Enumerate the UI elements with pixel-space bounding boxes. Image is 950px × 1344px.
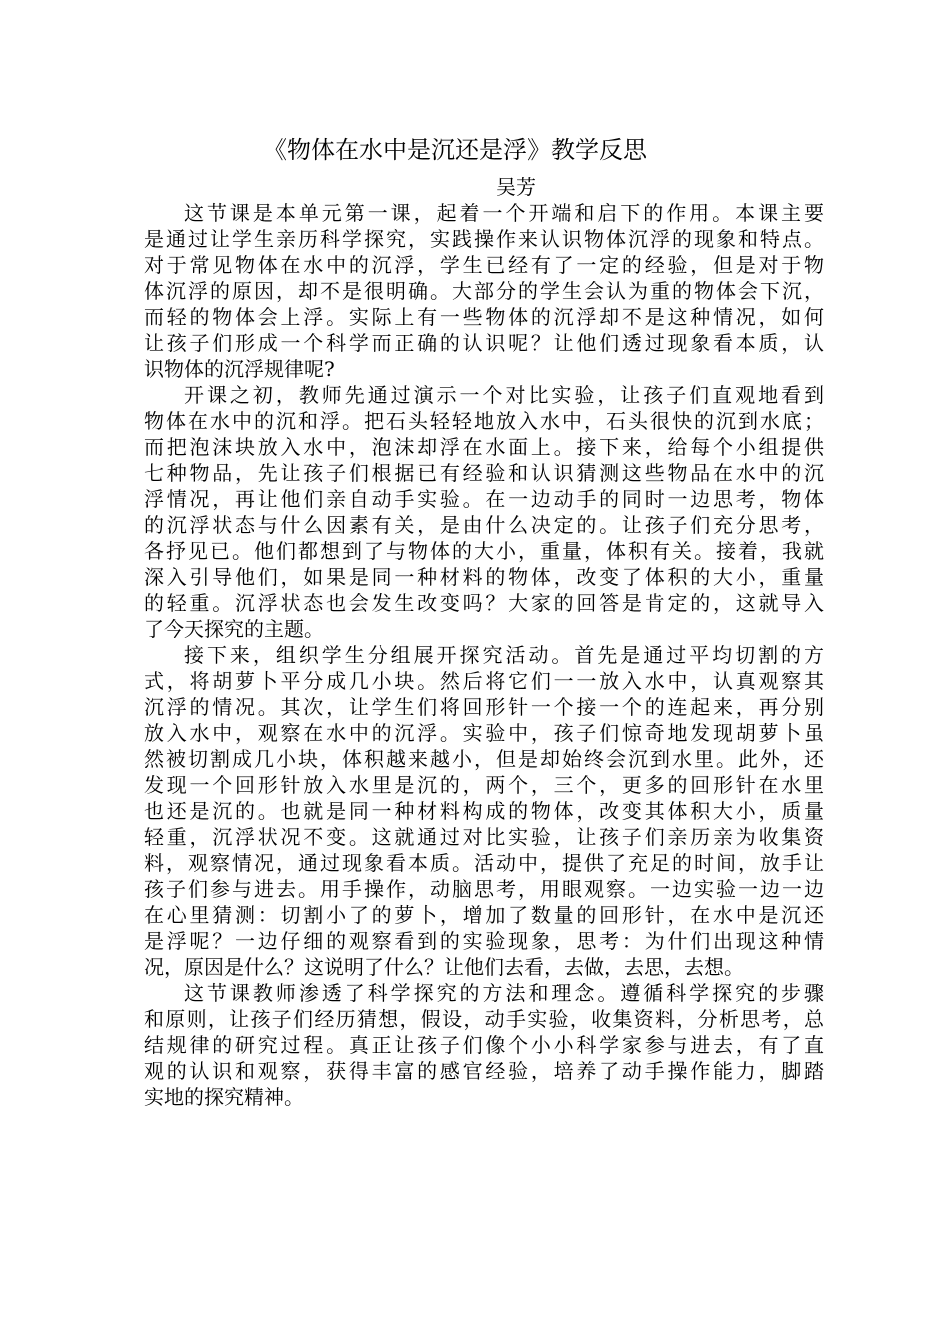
text-line: 然被切割成几小块，体积越来越小，但是却始终会沉到水里。此外，还 <box>144 747 824 771</box>
text-line: 这节课教师渗透了科学探究的方法和理念。遵循科学探究的步骤 <box>184 981 824 1005</box>
document-author: 吴芳 <box>496 175 536 199</box>
text-line: 观的认识和观察，获得丰富的感官经验，培养了动手操作能力，脚踏 <box>144 1059 824 1083</box>
text-line: 七种物品，先让孩子们根据已有经验和认识猜测这些物品在水中的沉 <box>144 461 824 485</box>
text-line: 而轻的物体会上浮。实际上有一些物体的沉浮却不是这种情况，如何 <box>144 305 824 329</box>
document-title: 《物体在水中是沉还是浮》教学反思 <box>263 136 647 164</box>
text-line: 孩子们参与进去。用手操作，动脑思考，用眼观察。一边实验一边一边 <box>144 877 824 901</box>
text-line: 发现一个回形针放入水里是沉的，两个，三个，更多的回形针在水里 <box>144 773 824 797</box>
text-line: 实地的探究精神。 <box>144 1085 304 1109</box>
text-line: 开课之初，教师先通过演示一个对比实验，让孩子们直观地看到 <box>184 383 824 407</box>
text-line: 物体在水中的沉和浮。把石头轻轻地放入水中，石头很快的沉到水底； <box>144 409 824 433</box>
text-line: 轻重，沉浮状况不变。这就通过对比实验，让孩子们亲历亲为收集资 <box>144 825 824 849</box>
text-line: 和原则，让孩子们经历猜想，假设，动手实验，收集资料，分析思考，总 <box>144 1007 824 1031</box>
text-line: 也还是沉的。也就是同一种材料构成的物体，改变其体积大小，质量 <box>144 799 824 823</box>
text-line: 料，观察情况，通过现象看本质。活动中，提供了充足的时间，放手让 <box>144 851 824 875</box>
text-line: 而把泡沫块放入水中，泡沫却浮在水面上。接下来，给每个小组提供 <box>144 435 824 459</box>
text-line: 浮情况，再让他们亲自动手实验。在一边动手的同时一边思考，物体 <box>144 487 824 511</box>
text-line: 式，将胡萝卜平分成几小块。然后将它们一一放入水中，认真观察其 <box>144 669 824 693</box>
text-line: 是浮呢？一边仔细的观察看到的实验现象，思考：为什们出现这种情 <box>144 929 824 953</box>
text-line: 对于常见物体在水中的沉浮，学生已经有了一定的经验，但是对于物 <box>144 253 824 277</box>
text-line: 沉浮的情况。其次，让学生们将回形针一个接一个的连起来，再分别 <box>144 695 824 719</box>
text-line: 深入引导他们，如果是同一种材料的物体，改变了体积的大小，重量 <box>144 565 824 589</box>
text-line: 让孩子们形成一个科学而正确的认识呢？让他们透过现象看本质，认 <box>144 331 824 355</box>
text-line: 了今天探究的主题。 <box>144 617 324 641</box>
text-line: 况，原因是什么？这说明了什么？让他们去看，去做，去思，去想。 <box>144 955 744 979</box>
text-line: 结规律的研究过程。真正让孩子们像个小小科学家参与进去，有了直 <box>144 1033 824 1057</box>
text-line: 的沉浮状态与什么因素有关，是由什么决定的。让孩子们充分思考， <box>144 513 824 537</box>
text-line: 在心里猜测：切割小了的萝卜，增加了数量的回形针，在水中是沉还 <box>144 903 824 927</box>
text-line: 各抒见已。他们都想到了与物体的大小，重量，体积有关。接着，我就 <box>144 539 824 563</box>
text-line: 是通过让学生亲历科学探究，实践操作来认识物体沉浮的现象和特点。 <box>144 227 824 251</box>
text-line: 识物体的沉浮规律呢? <box>144 357 335 381</box>
text-line: 体沉浮的原因，却不是很明确。大部分的学生会认为重的物体会下沉， <box>144 279 824 303</box>
document-body <box>144 200 824 1110</box>
text-line: 放入水中，观察在水中的沉浮。实验中，孩子们惊奇地发现胡萝卜虽 <box>144 721 824 745</box>
text-line: 这节课是本单元第一课，起着一个开端和启下的作用。本课主要 <box>184 201 824 225</box>
text-line: 接下来，组织学生分组展开探究活动。首先是通过平均切割的方 <box>184 643 824 667</box>
text-line: 的轻重。沉浮状态也会发生改变吗？大家的回答是肯定的，这就导入 <box>144 591 824 615</box>
